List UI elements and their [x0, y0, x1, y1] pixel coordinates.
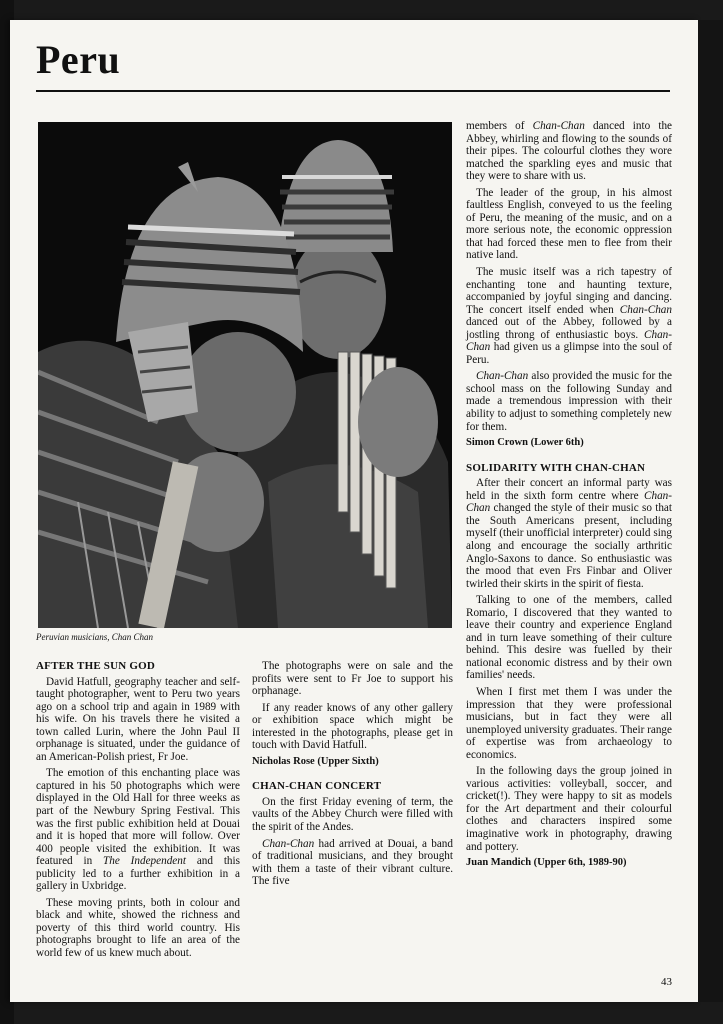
photo-caption: Peruvian musicians, Chan Chan — [36, 632, 153, 642]
background-edge — [698, 20, 723, 1002]
musicians-photo — [38, 122, 452, 628]
publication-title: The Independent — [103, 855, 186, 868]
article-paragraph: The emotion of this enchanting place was captured in his 50 photographs which were displayed in the Old Hall for three weeks as part of the Newbury Spring Festival. This was the first public exhibition held at Douai and it is hoped that more will follow. Over 400 people visited the exhibition. It was featured in The Independent and this publicity led to a further exhibition in a gallery in Uxbridge. — [36, 767, 240, 893]
article-paragraph: On the first Friday evening of term, the vaults of the Abbey Church were filled with the spirit of the Andes. — [252, 795, 453, 834]
article-paragraph: In the following days the group joined in various activities: volleyball, soccer, and cricket(!). They were happy to sit as models for the Art department and their colourful clothes and characters inspired some imaginative work in photography, drawing and pottery. — [466, 765, 672, 853]
title-rule — [36, 90, 670, 92]
article-paragraph: If any reader knows of any other gallery or exhibition space which might be interested in the photographs, please get in touch with David Hatfull. — [252, 701, 453, 752]
article-paragraph: These moving prints, both in colour and black and white, showed the richness and poverty of this third world country. His photographs brought to life an area of the world few of us knew much about. — [36, 896, 240, 960]
column-2 — [252, 660, 453, 892]
article-heading-after-the-sun-god: AFTER THE SUN GOD — [36, 660, 156, 672]
article-paragraph: The leader of the group, in his almost faultless English, conveyed to us the feeling of Peru, the meaning of the music, and on a more serious note, the economic oppression that had forced these men to flee from their native land. — [466, 186, 672, 262]
article-heading-chan-chan-concert: CHAN-CHAN CONCERT — [252, 780, 382, 793]
page-title: Peru — [36, 37, 121, 82]
article-heading-solidarity: SOLIDARITY WITH CHAN-CHAN — [466, 461, 646, 474]
article-paragraph: After their concert an informal party was held in the sixth form centre where Chan-Chan changed the style of their music so that the South Americans present, including myself (their unofficial interpreter) could sing along and encourage the socially arthritic Anglo-Saxons to dance. So enthusiastic was the mood that even Frs Finbar and Oliver twirled their skirts in the spirit of fiesta. — [466, 477, 672, 590]
byline: Nicholas Rose (Upper Sixth) — [252, 755, 379, 767]
column-1 — [36, 660, 240, 960]
article-paragraph: The photographs were on sale and the profits were sent to Fr Joe to support his orphanage. — [252, 660, 453, 698]
musicians-photo-illustration — [38, 122, 452, 628]
article-paragraph: Talking to one of the members, called Romario, I discovered that they wanted to leave their country and experience England and in turn leave something of their culture behind. This desire was fuelled by their national economic distress and by their own families' needs. — [466, 594, 672, 682]
article-paragraph: The music itself was a rich tapestry of enchanting tone and haunting texture, accompanied by joyful singing and dancing. The concert itself ended when Chan-Chan danced out of the Abbey, followed by a jostling throng of enthusiastic boys. Chan-Chan had given us a glimpse into the soul of Peru. — [466, 266, 672, 366]
magazine-page — [10, 20, 698, 1002]
column-3 — [466, 120, 672, 882]
page-number: 43 — [661, 976, 672, 988]
article-paragraph: David Hatfull, geography teacher and self-taught photographer, went to Peru two years ago on a school trip and again in 1989 with his wife. On his travels there he visited a town called Lurin, where the John Paul II orphanage is situated, under the guidance of an American-Polish priest, Fr Joe. — [36, 675, 240, 763]
article-paragraph: Chan-Chan had arrived at Douai, a band of traditional musicians, and they brought with them a taste of their vibrant culture. The five — [252, 837, 453, 888]
article-paragraph: members of Chan-Chan danced into the Abbey, whirling and flowing to the sounds of their pipes. The colourful clothes they wore matched the sparkling eyes and music that they were to share with us. — [466, 120, 672, 183]
article-paragraph: Chan-Chan also provided the music for the school mass on the following Sunday and made a tremendous impression with their ability to adjust to something completely new for them. — [466, 370, 672, 433]
byline: Simon Crown (Lower 6th) — [466, 437, 584, 449]
article-paragraph: When I first met them I was under the impression that they were professional musicians, but in fact they were all unemployed university graduates. Their range of expertise was from archaeology to economics. — [466, 685, 672, 761]
byline: Juan Mandich (Upper 6th, 1989-90) — [466, 857, 627, 869]
